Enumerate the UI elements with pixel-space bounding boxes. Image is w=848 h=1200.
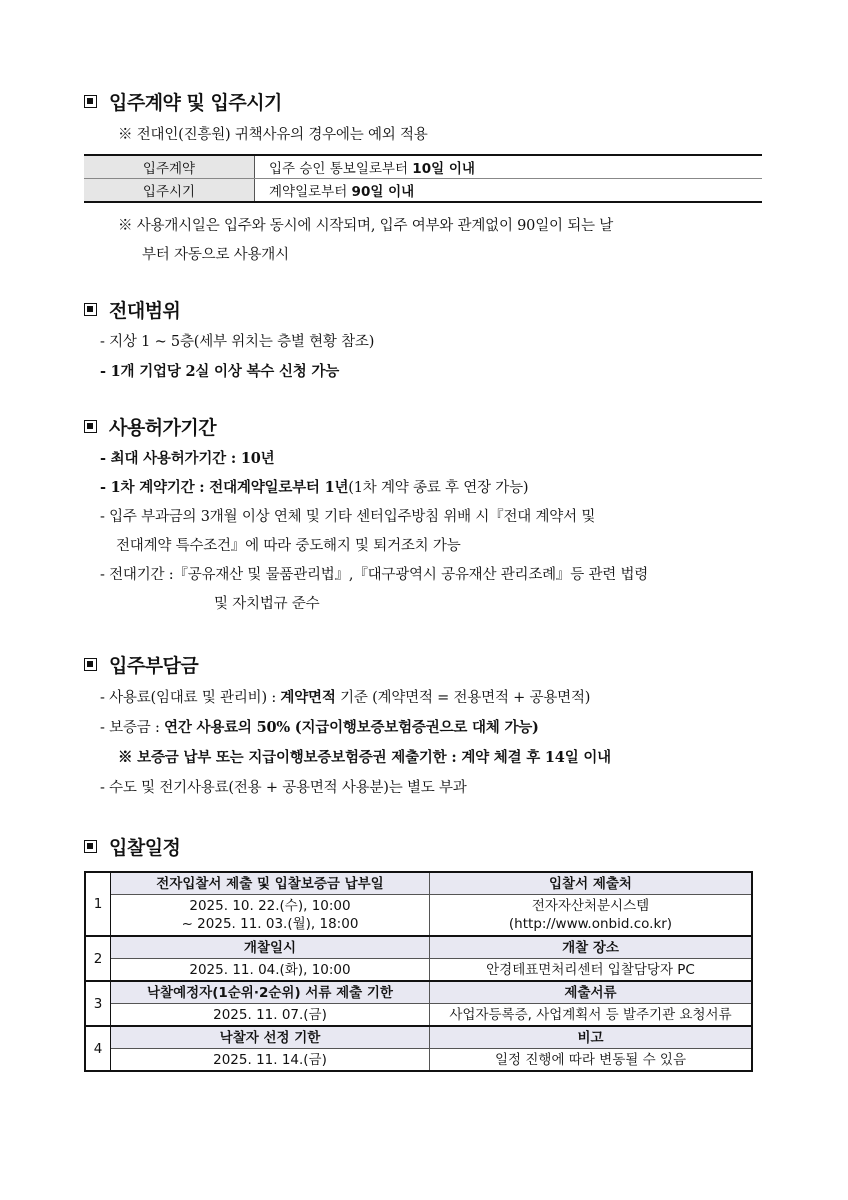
period-item-2-plain: (1차 계약 종료 후 연장 가능) [348, 480, 529, 496]
fees-item-1-b: 계약면적 [280, 689, 336, 706]
column-header: 제출서류 [430, 981, 753, 1004]
period-item-4-line1: - 전대기간 :『공유재산 및 물품관리법』,『대구광역시 공유재산 관리조례』등 관련 법령 [100, 567, 649, 583]
section-title: 사용허가기간 [109, 417, 217, 439]
row-label: 입주계약 [84, 155, 255, 179]
fees-item-1 [100, 686, 590, 707]
period-item-3-line1: - 입주 부과금의 3개월 이상 연체 및 기타 센터입주방침 위배 시『전대 계약서 및 [100, 509, 596, 525]
row-number: 3 [85, 981, 111, 1026]
table-cell: 2025. 11. 07.(금) [111, 1004, 430, 1027]
column-header: 개찰일시 [111, 936, 430, 959]
square-bullet-icon [84, 420, 97, 433]
fees-item-1-c: 기준 (계약면적 = 전용면적 + 공용면적) [335, 690, 591, 706]
section-title: 전대범위 [109, 300, 181, 322]
column-header: 비고 [430, 1026, 753, 1049]
cell-line: 2025. 10. 22.(수), 10:00 [189, 898, 351, 914]
table-row [84, 155, 762, 179]
table-cell: 일정 진행에 따라 변동될 수 있음 [430, 1049, 753, 1072]
table-cell [111, 895, 430, 937]
table-cell: 사업자등록증, 사업계획서 등 발주기관 요청서류 [430, 1004, 753, 1027]
table-row [85, 872, 752, 895]
table-row [85, 1049, 752, 1072]
scope-item-1: - 지상 1 ~ 5층(세부 위치는 층별 현황 참조) [100, 334, 375, 350]
row-number: 4 [85, 1026, 111, 1071]
note-start-line1: ※ 사용개시일은 입주와 동시에 시작되며, 입주 여부와 관계없이 90일이 되는 날 [118, 218, 614, 234]
fees-item-2-b: 연간 사용료의 50% (지급이행보증보험증권으로 대체 가능) [164, 719, 539, 736]
section-title: 입주부담금 [109, 655, 199, 677]
period-item-2-bold: - 1차 계약기간 : 전대계약일로부터 1년 [100, 479, 349, 496]
table-row [85, 959, 752, 982]
section-heading-schedule [84, 833, 180, 860]
section-title: 입찰일정 [109, 837, 181, 859]
table-row [85, 1026, 752, 1049]
fees-deposit-note: ※ 보증금 납부 또는 지급이행보증보험증권 제출기한 : 계약 체결 후 14일 이내 [118, 749, 611, 766]
row-number: 1 [85, 872, 111, 936]
column-header: 전자입찰서 제출 및 입찰보증금 납부일 [111, 872, 430, 895]
value-text: 입주 승인 통보일로부터 [269, 161, 413, 177]
section-heading-fees [84, 651, 198, 678]
period-item-4-line2: 및 자치법규 준수 [214, 596, 320, 612]
fees-item-2-a: - 보증금 : [100, 720, 165, 736]
square-bullet-icon [84, 303, 97, 316]
period-item-3-line2: 전대계약 특수조건』에 따라 중도해지 및 퇴거조치 가능 [116, 538, 461, 554]
row-value [255, 155, 763, 179]
column-header: 개찰 장소 [430, 936, 753, 959]
period-item-1: - 최대 사용허가기간 : 10년 [100, 450, 275, 467]
section-heading-scope [84, 296, 180, 323]
column-header: 낙찰예정자(1순위·2순위) 서류 제출 기한 [111, 981, 430, 1004]
square-bullet-icon [84, 840, 97, 853]
table-cell [430, 895, 753, 937]
fees-item-2 [100, 716, 539, 737]
fees-item-1-a: - 사용료(임대료 및 관리비) : [100, 690, 281, 706]
table-row [85, 981, 752, 1004]
table-cell: 2025. 11. 04.(화), 10:00 [111, 959, 430, 982]
column-header: 입찰서 제출처 [430, 872, 753, 895]
section-title: 입주계약 및 입주시기 [109, 92, 282, 114]
table-cell: 안경테표면처리센터 입찰담당자 PC [430, 959, 753, 982]
fees-item-3: - 수도 및 전기사용료(전용 + 공용면적 사용분)는 별도 부과 [100, 780, 467, 796]
cell-line: ~ 2025. 11. 03.(월), 18:00 [181, 916, 359, 932]
scope-item-2: - 1개 기업당 2실 이상 복수 신청 가능 [100, 363, 340, 380]
note-exception: ※ 전대인(진흥원) 귀책사유의 경우에는 예외 적용 [118, 127, 428, 143]
schedule-table [84, 871, 753, 1072]
column-header: 낙찰자 선정 기한 [111, 1026, 430, 1049]
note-start-line2: 부터 자동으로 사용개시 [142, 247, 289, 263]
table-row [85, 895, 752, 937]
table-row [84, 179, 762, 203]
period-item-2 [100, 476, 528, 497]
section-heading-contract [84, 88, 282, 115]
table-row [85, 936, 752, 959]
section-heading-period [84, 413, 216, 440]
value-text: 계약일로부터 [269, 184, 352, 200]
row-number: 2 [85, 936, 111, 981]
cell-line: (http://www.onbid.co.kr) [508, 916, 673, 932]
square-bullet-icon [84, 658, 97, 671]
contract-table [84, 154, 762, 203]
table-cell: 2025. 11. 14.(금) [111, 1049, 430, 1072]
value-bold: 10일 이내 [412, 161, 475, 177]
row-value [255, 179, 763, 203]
value-bold: 90일 이내 [351, 184, 415, 200]
cell-line: 전자자산처분시스템 [531, 898, 650, 914]
row-label: 입주시기 [84, 179, 255, 203]
table-row [85, 1004, 752, 1027]
square-bullet-icon [84, 95, 97, 108]
